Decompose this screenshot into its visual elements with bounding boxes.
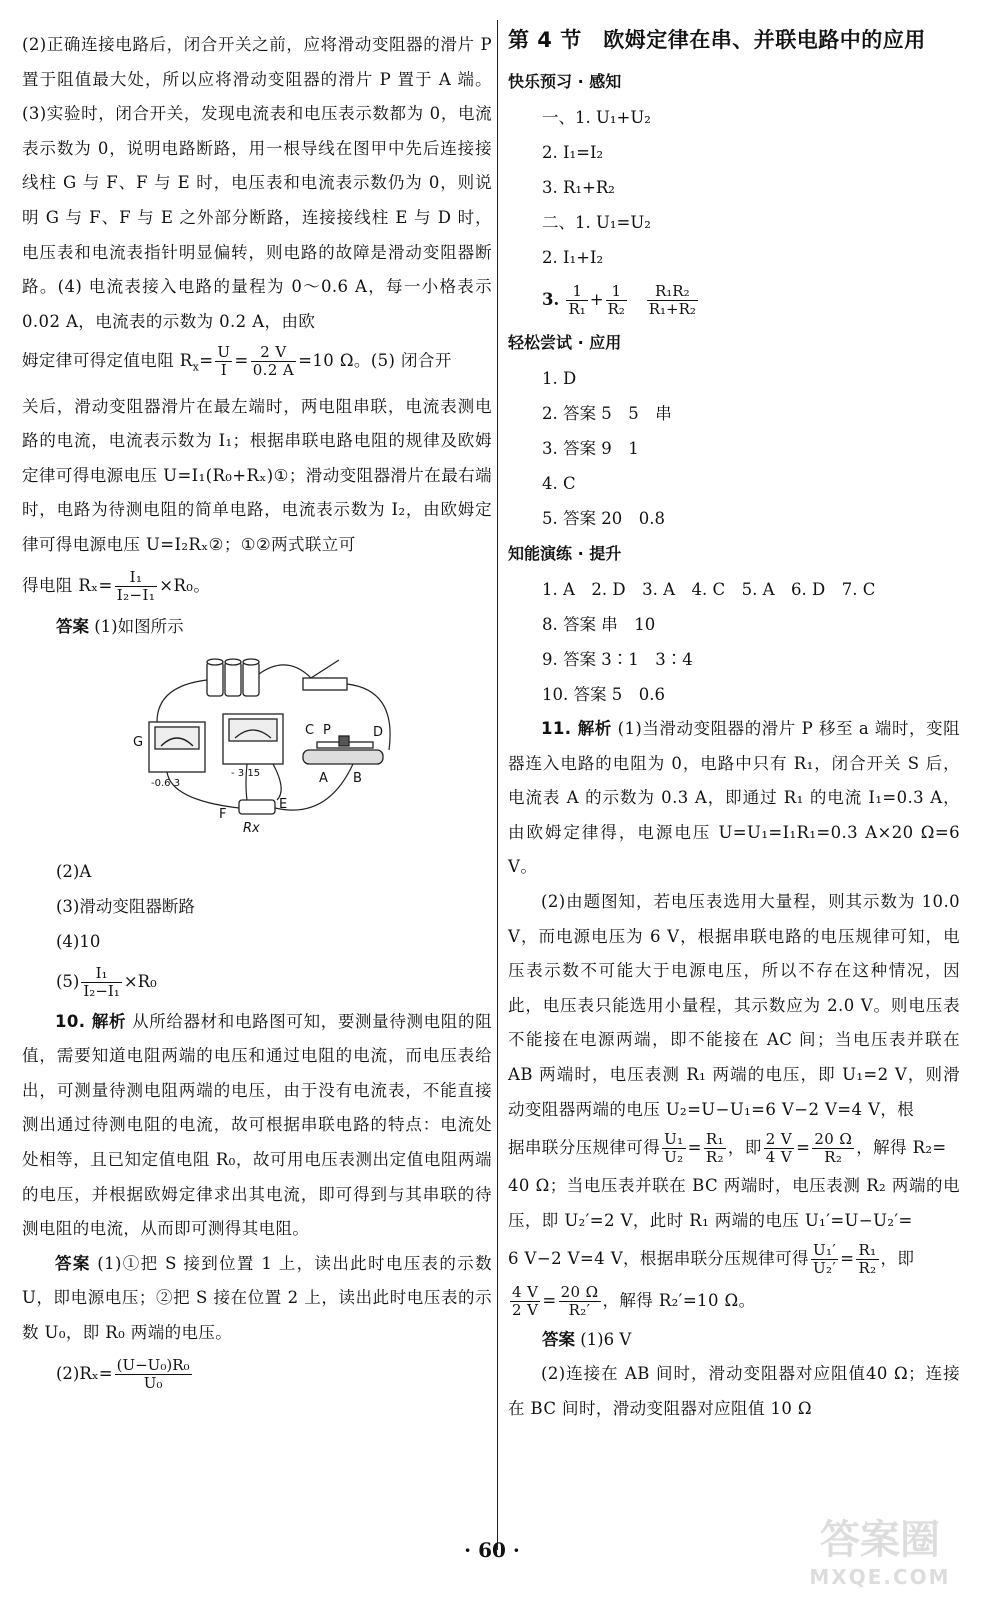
rheostat bbox=[303, 750, 383, 764]
circuit-diagram bbox=[127, 650, 427, 850]
question-10-answer: 答案 (1)①把 S 接到位置 1 上，读出此时电压表的示数 U，即电源电压；②把 S 接在位置 2 上，读出此时电压表的示数 U₀，即 R₀ 两端的电压。 bbox=[22, 1253, 492, 1342]
try-item-1: 1. D bbox=[542, 369, 577, 388]
label-d: D bbox=[373, 724, 384, 740]
left-column bbox=[22, 28, 492, 1397]
fraction-rx-formula: $\frac{\text{I₁}}{\text{I₂−I₁}}$ bbox=[116, 567, 156, 604]
label-f: F bbox=[219, 806, 227, 822]
question-11-part-4: 40 Ω；当电压表并联在 BC 两端时，电压表测 R₂ 两端的电压，即 U₂′=2 V，此时 R₁ 两端的电压 U₁′=U−U₂′= bbox=[508, 1176, 960, 1230]
drill-item-3: 9. 答案 3∶1 3∶4 bbox=[542, 650, 693, 669]
watermark-logo: 答案圈 MXQE.COM bbox=[809, 1517, 951, 1589]
drill-item-2: 8. 答案 串 10 bbox=[542, 615, 656, 634]
question-11-part-1: 11. 解析 (1)当滑动变阻器的滑片 P 移至 a 端时，变阻器连入电路的电阻为 0，电路中只有 R₁，闭合开关 S 后，电流表 A 的示数为 0.3 A，即通过 R₁ 的电流 I₁=0.3 A，由欧姆定律得，电源电压 U=U₁=I₁R₁=0.3 A×20 Ω=6 V。 bbox=[508, 719, 961, 877]
answer-line-1: 答案 (1)如图所示 bbox=[56, 616, 184, 636]
question-11-part-3: 据串联分压规律可得 $\frac{\text{U₁}}{\text{U₂}}$ = $\frac{\text{R₁}}{\text{R₂}}$ ，即 $\frac{2 V}{4 V}$ = $\frac{20 \Omega}{\text{R₂}}$ ，解得 R₂= bbox=[508, 1130, 947, 1167]
right-column bbox=[508, 16, 960, 1427]
label-e: E bbox=[279, 796, 288, 812]
label-a: A bbox=[319, 770, 328, 786]
label-rx: Rx bbox=[243, 820, 260, 836]
heading-try: 轻松尝试 · 应用 bbox=[508, 333, 622, 352]
answer-line-5: (5) $\frac{\text{I₁}}{\text{I₂−I₁}}$ ×R₀ bbox=[56, 963, 157, 1000]
label-p: P bbox=[323, 722, 331, 738]
explanation-paragraph-1: (2)正确连接电路后，闭合开关之前，应将滑动变阻器的滑片 P 置于阻值最大处，所以应将滑动变阻器的滑片 P 置于 A 端。(3)实验时，闭合开关，发现电流表和电压表示数都为 0，电流表示数为 0，说明电路断路，用一根导线在图甲中先后连接接线柱 G 与 F、F 与 E 时，电压表和电流表示数仍为 0，则说明 G 与 F、F 与 E 之外部分断路，连接接线柱 E 与 D 时，电压表和电流表指针明显偏转，则电路的故障是滑动变阻器断路。(4) 电流表接入电路的量程为 0～0.6 A，每一小格表示 0.02 A，电流表的示数为 0.2 A，由欧 bbox=[22, 35, 492, 331]
circuit-svg bbox=[127, 650, 427, 850]
resistor-rx bbox=[239, 800, 275, 814]
try-item-5: 5. 答案 20 0.8 bbox=[542, 509, 665, 528]
fraction-answer-5: $\frac{\text{I₁}}{\text{I₂−I₁}}$ bbox=[83, 963, 120, 1000]
preview-item-3: 3. R₁+R₂ bbox=[542, 178, 615, 197]
try-item-3: 3. 答案 9 1 bbox=[542, 439, 639, 458]
question-10-analysis: 10. 解析 从所给器材和电路图可知，要测量待测电阻的阻值，需要知道电阻两端的电压和通过电阻的电流，而电压表给出，可测量待测电阻两端的电压，由于没有电流表，不能直接测出通过待测电阻的电流，故可根据串联电路的特点：电流处处相等，且已知定值电阻 R₀，故可用电压表测出定值电阻两端的电压，并根据欧姆定律求出其电流，即可得到与其串联的待测电阻的电流，从而即可测得其电阻。 bbox=[22, 1011, 493, 1239]
switch-base bbox=[303, 678, 347, 690]
label-g: G bbox=[133, 734, 144, 750]
fraction-q10: $\frac{\text{(U−U₀)R₀}}{\text{U₀}}$ bbox=[116, 1355, 190, 1392]
fraction-2v-over-02a: $\frac{2 V}{0.2 A}$ bbox=[252, 343, 295, 380]
explanation-paragraph-2: 姆定律可得定值电阻 $R_x=$ $\frac{U}{I}$ = $\frac{2 V}{0.2 A}$ =10 Ω。(5) 闭合开 bbox=[22, 343, 452, 380]
question-11-answer-1: 答案 (1)6 V bbox=[542, 1330, 632, 1350]
question-11-part-5: 6 V−2 V=4 V，根据串联分压规律可得 $\frac{\text{U₁′}}{\text{U₂′}}$ = $\frac{\text{R₁}}{\text{R₂}}$ ，即 bbox=[508, 1241, 915, 1278]
question-10-answer-2: (2)Rₓ= $\frac{\text{(U−U₀)R₀}}{\text{U₀}}$ bbox=[56, 1355, 190, 1392]
label-ammeter-scale: -0.6 3 bbox=[151, 777, 181, 789]
preview-item-5: 2. I₁+I₂ bbox=[542, 248, 604, 267]
preview-item-4: 二、1. U₁=U₂ bbox=[542, 213, 651, 232]
question-11-answer-2: (2)连接在 AB 间时，滑动变阻器对应阻值40 Ω；连接在 BC 间时，滑动变阻器对应阻值 10 Ω bbox=[508, 1364, 960, 1418]
drill-item-1: 1. A 2. D 3. A 4. C 5. A 6. D 7. C bbox=[542, 580, 876, 599]
answer-line-2: (2)A bbox=[56, 861, 92, 881]
battery-cell-2 bbox=[225, 662, 241, 696]
battery-cell-3 bbox=[243, 662, 259, 696]
label-voltmeter-scale: - 3 15 bbox=[231, 767, 261, 779]
preview-item-2: 2. I₁=I₂ bbox=[542, 143, 604, 162]
try-item-4: 4. C bbox=[542, 474, 576, 493]
try-item-2: 2. 答案 5 5 串 bbox=[542, 404, 672, 423]
preview-item-6: 3. $\frac{1}{\text{R₁}}$ + $\frac{1}{\text{R₂}}$ $\frac{\text{R₁R₂}}{\text{R₁+R₂}}$ bbox=[542, 282, 696, 318]
label-b: B bbox=[353, 770, 362, 786]
heading-drill: 知能演练 · 提升 bbox=[508, 544, 622, 563]
question-11-part-2: (2)由题图知，若电压表选用大量程，则其示数为 10.0 V，而电源电压为 6 V，根据串联电路的电压规律可知，电压表示数不可能大于电源电压，所以不存在这种情况，因此，电压表只能选用小量程，其示数应为 2.0 V。则电压表不能接在电源两端，即不能接在 AC 间；当电压表并联在 AB 两端时，电压表测 R₁ 两端的电压，即 U₁=2 V，则滑动变阻器两端的电压 U₂=U−U₁=6 V−2 V=4 V，根 bbox=[508, 891, 960, 1119]
drill-item-4: 10. 答案 5 0.6 bbox=[542, 685, 665, 704]
question-11-part-6: $\frac{4 V}{2 V}$ = $\frac{20 \Omega}{\text{R₂′}}$ ，解得 R₂′=10 Ω。 bbox=[512, 1283, 756, 1320]
explanation-paragraph-3: 关后，滑动变阻器滑片在最左端时，两电阻串联，电流表测电路的电流，电流表示数为 I₁；根据串联电路电阻的规律及欧姆定律可得电源电压 U=I₁(R₀+Rₓ)①；滑动变阻器滑片在最右端时，电路为待测电阻的简单电路，电流表示数为 I₂，由欧姆定律可得电源电压 U=I₂Rₓ②；①②两式联立可 bbox=[22, 396, 492, 555]
answer-line-4: (4)10 bbox=[56, 931, 101, 951]
section-title: 第 4 节 欧姆定律在串、并联电路中的应用 bbox=[508, 28, 926, 52]
preview-item-1: 一、1. U₁+U₂ bbox=[542, 108, 651, 127]
label-c: C bbox=[305, 722, 315, 738]
page-number: · 60 · bbox=[464, 1538, 520, 1562]
answer-line-3: (3)滑动变阻器断路 bbox=[56, 896, 195, 916]
heading-preview: 快乐预习 · 感知 bbox=[508, 72, 622, 91]
battery-cell-1 bbox=[207, 662, 223, 696]
column-divider bbox=[497, 20, 498, 1550]
explanation-paragraph-4: 得电阻 Rₓ= $\frac{\text{I₁}}{\text{I₂−I₁}}$ ×R₀。 bbox=[22, 567, 211, 604]
fraction-u-over-i: $\frac{U}{I}$ bbox=[217, 343, 231, 380]
